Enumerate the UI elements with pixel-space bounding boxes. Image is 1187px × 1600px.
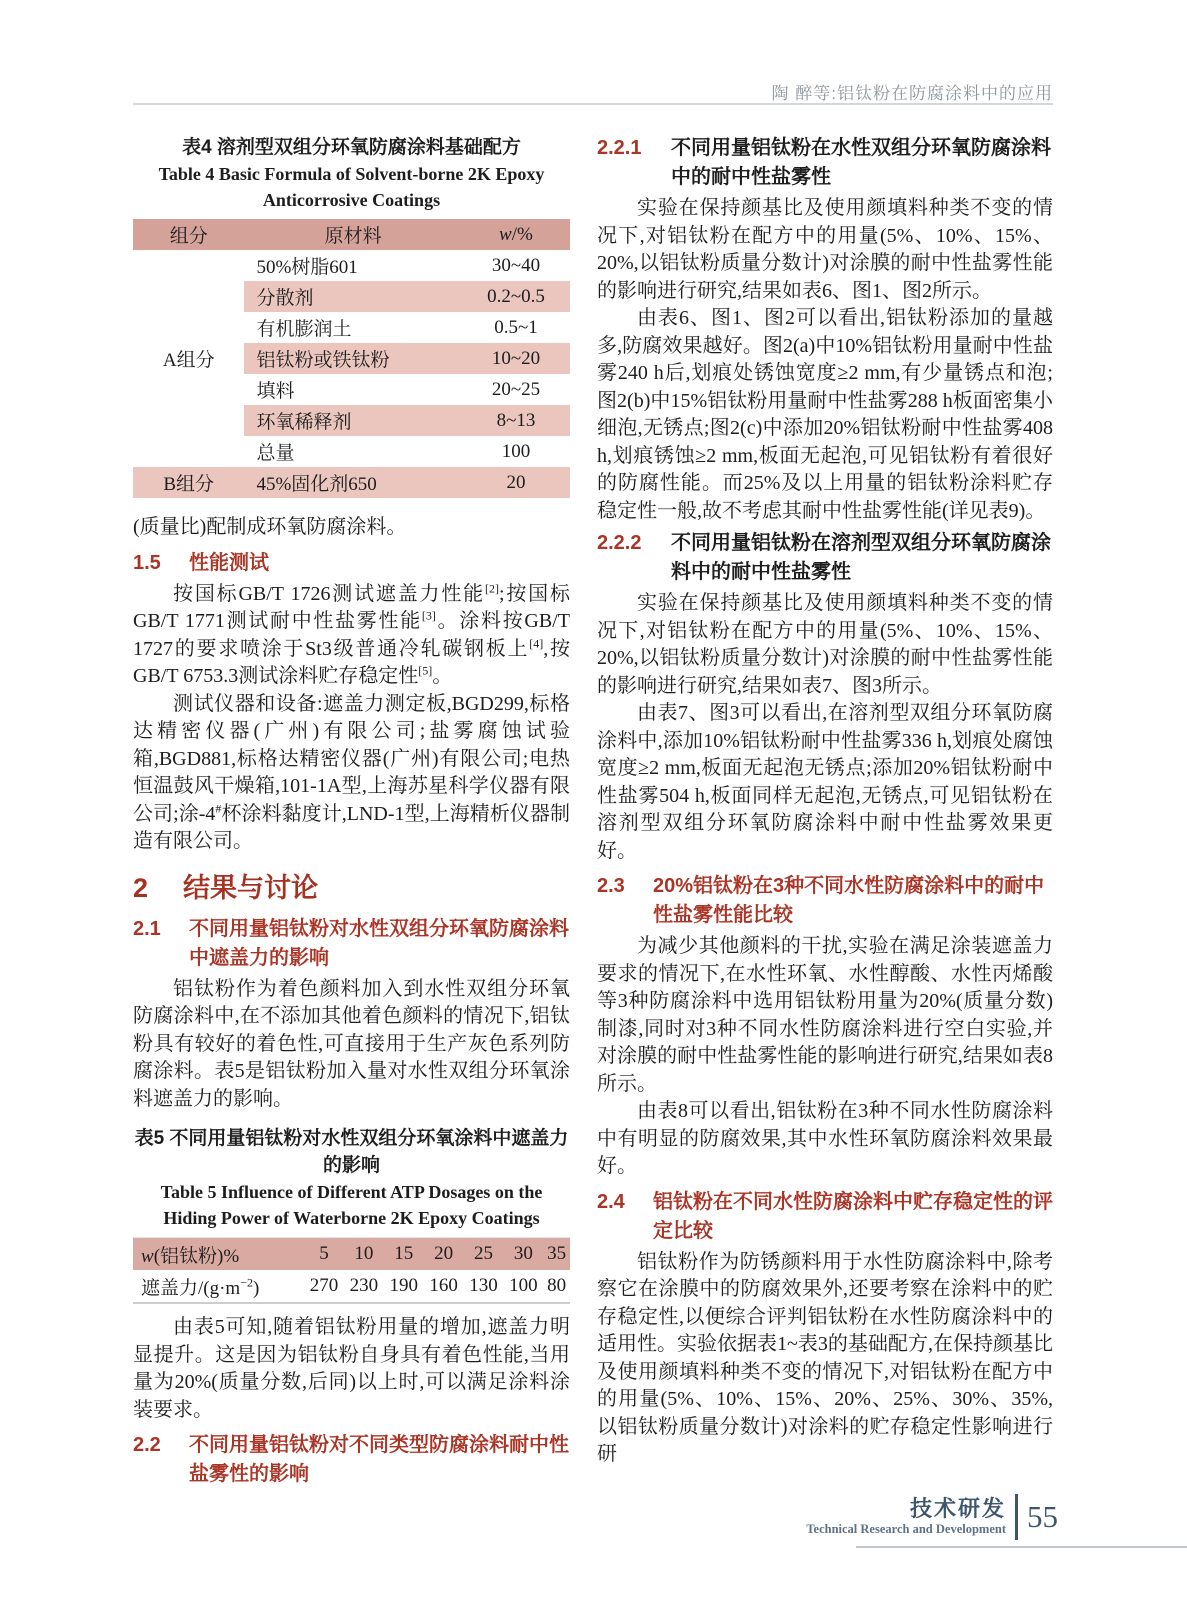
- table4-header-material: 原材料: [244, 219, 461, 250]
- table4-caption-en-line2: Anticorrosive Coatings: [262, 190, 441, 210]
- cell-material: 铝钛粉或铁钛粉: [244, 343, 461, 374]
- section-title: 铝钛粉在不同水性防腐涂料中贮存稳定性的评定比较: [653, 1190, 1053, 1242]
- paragraph-2-4: 铝钛粉作为防锈颜料用于水性防腐涂料中,除考察它在涂膜中的防腐效果外,还要考察在涂料中的贮存稳定性,以便综合评判铝钛粉在水性防腐涂料中的适用性。实验依据表1~表3的基础配方,在保持颜基比及使用颜填料种类不变的情况下,对铝钛粉在配方中的用量(5%、10%、15%、20%、25%、30%、35%,以铝钛粉质量分数计)对涂料的贮存稳定性影响进行研: [597, 1250, 1053, 1465]
- running-head-text: 陶 醉等:铝钛粉在防腐涂料中的应用: [771, 84, 1053, 103]
- table4-header-row: [133, 219, 570, 250]
- cell-value: 80: [547, 1275, 567, 1296]
- cell-w: 20: [462, 467, 570, 498]
- hash-superscript: #: [215, 800, 222, 815]
- footer-divider-bar: [1015, 1494, 1018, 1540]
- section-title: 不同用量铝钛粉对不同类型防腐涂料耐中性盐雾性的影响: [189, 1434, 569, 1485]
- table5-row1-label: [133, 1238, 304, 1271]
- content-columns: [133, 130, 1053, 1496]
- section-number: 2.4: [597, 1190, 625, 1213]
- text-segment: 。: [432, 665, 453, 687]
- cell-value: 25: [464, 1238, 504, 1271]
- cell-w: 10~20: [462, 343, 570, 374]
- text-segment: ,按GB/T 6753.3测试涂料贮存稳定性: [133, 637, 571, 687]
- cell-w: 0.2~0.5: [462, 281, 570, 312]
- table4: [133, 219, 570, 498]
- page-number: 55: [1027, 1499, 1058, 1534]
- table4-caption: [133, 134, 570, 213]
- footer-section-en: Technical Research and Development: [806, 1522, 1006, 1536]
- paragraph-mass-ratio: (质量比)配制成环氧防腐涂料。: [133, 516, 407, 538]
- section-title: 结果与讨论: [183, 872, 318, 903]
- reference-superscript: [2]: [484, 580, 499, 595]
- cell-value: 10: [344, 1238, 384, 1271]
- section-2-3-heading: [597, 872, 1053, 930]
- w-unit: /%: [511, 223, 533, 245]
- cell-w: 30~40: [491, 254, 541, 276]
- section-2-1-heading: [133, 915, 570, 973]
- w-symbol: w: [499, 223, 512, 245]
- section-title: 不同用量铝钛粉在水性双组分环氧防腐涂料中的耐中性盐雾性: [671, 137, 1051, 188]
- table4-header-component: 组分: [133, 219, 244, 250]
- cell-value: 20: [424, 1238, 464, 1271]
- page-footer: [806, 1494, 1058, 1540]
- section-2-2-1-heading: [597, 134, 1053, 192]
- table5: [133, 1237, 570, 1304]
- paragraph-2-2-2-a: 实验在保持颜基比及使用颜填料种类不变的情况下,对铝钛粉在配方中的用量(5%、10%、15%、20%,以铝钛粉质量分数计)对涂膜的耐中性盐雾性能的影响进行研究,结果如表7、图3所示。: [597, 592, 1053, 697]
- paragraph-2-2-1-a: 实验在保持颜基比及使用颜填料种类不变的情况下,对铝钛粉在配方中的用量(5%、10%、15%、20%,以铝钛粉质量分数计)对涂膜的耐中性盐雾性能的影响进行研究,结果如表6、图1、图2所示。: [597, 197, 1053, 302]
- text-segment: 杯涂料黏度计,LND-1型,上海精析仪器制造有限公司。: [133, 802, 570, 852]
- cell-value: 30: [503, 1238, 543, 1271]
- text-segment: ;按国标GB/T 1771测试耐中性盐雾性能: [133, 582, 570, 632]
- section-number: 2.1: [133, 917, 161, 940]
- section-number: 2.2: [133, 1434, 161, 1456]
- label-text: 遮盖力/(g·m: [141, 1277, 241, 1299]
- table5-caption-en: Table 5 Influence of Different ATP Dosages on the Hiding Power of Waterborne 2K Epoxy Coatings: [160, 1182, 543, 1228]
- left-column: [133, 130, 570, 1496]
- text-segment: 按国标GB/T 1726测试遮盖力性能: [173, 582, 485, 605]
- section-number: 1.5: [133, 551, 161, 574]
- reference-superscript: [5]: [418, 663, 433, 678]
- paragraph-instruments: [133, 691, 570, 856]
- reference-superscript: [4]: [529, 635, 544, 650]
- cell-value: 100: [509, 1275, 538, 1296]
- cell-material: 填料: [256, 381, 295, 402]
- cell-value: 5: [304, 1238, 344, 1271]
- table-row: [133, 1238, 570, 1271]
- table4-group-b-cell: B组分: [133, 467, 244, 498]
- cell-value: 130: [469, 1275, 498, 1296]
- table5-caption: [133, 1125, 570, 1231]
- section-number: 2.2.1: [597, 137, 642, 159]
- reference-superscript: [3]: [421, 608, 436, 623]
- section-title: 性能测试: [189, 551, 269, 574]
- cell-material: 45%固化剂650: [244, 467, 461, 498]
- table-row: [133, 250, 570, 281]
- text-segment: 。涂料按GB/T 1727的要求喷涂于St3级普通冷轧碳钢板上: [133, 610, 570, 660]
- section-2-2-heading: [133, 1431, 570, 1489]
- header-rule: [133, 103, 1053, 105]
- table-row: [133, 1270, 570, 1303]
- paragraph-performance-test: [133, 581, 570, 691]
- table5-row2-label: [133, 1270, 304, 1303]
- section-number: 2.2.2: [597, 532, 642, 554]
- label-text: (铝钛粉)%: [153, 1245, 240, 1267]
- cell-value: 35: [543, 1238, 570, 1271]
- cell-material: 50%树脂601: [256, 257, 358, 278]
- cell-value: 15: [384, 1238, 424, 1271]
- paragraph-2-3-b: 由表8可以看出,铝钛粉在3种不同水性防腐涂料中有明显的防腐效果,其中水性环氧防腐涂料效果最好。: [597, 1100, 1053, 1177]
- cell-material: 有机膨润土: [256, 319, 352, 340]
- w-symbol: w: [141, 1245, 154, 1267]
- footer-section-labels: [806, 1496, 1006, 1538]
- section-title: 不同用量铝钛粉对水性双组分环氧防腐涂料中遮盖力的影响: [189, 917, 569, 969]
- label-text: ): [253, 1277, 260, 1299]
- table4-caption-cn: 表4 溶剂型双组分环氧防腐涂料基础配方: [182, 137, 521, 158]
- footer-rule: [856, 1546, 1187, 1548]
- table4-caption-en-line1: Table 4 Basic Formula of Solvent-borne 2K Epoxy: [158, 164, 545, 184]
- paragraph-2-3-a: 为减少其他颜料的干扰,实验在满足涂装遮盖力要求的情况下,在水性环氧、水性醇酸、水性丙烯酸等3种防腐涂料中选用铝钛粉用量为20%(质量分数)制漆,同时对3种不同水性防腐涂料进行空白实验,并对涂膜的耐中性盐雾性能的影响进行研究,结果如表8所示。: [597, 935, 1053, 1095]
- section-number: 2: [133, 872, 149, 903]
- cell-material: 分散剂: [244, 281, 461, 312]
- table-row: [133, 467, 570, 498]
- paragraph-2-2-2-b: 由表7、图3可以看出,在溶剂型双组分环氧防腐涂料中,添加10%铝钛粉耐中性盐雾336 h,划痕处腐蚀宽度≥2 mm,板面无起泡无锈点;添加20%铝钛粉耐中性盐雾504 h,板面同样无起泡,无锈点,可见铝钛粉在溶剂型双组分环氧防腐涂料中耐中性盐雾效果更好。: [597, 702, 1053, 862]
- cell-w: 20~25: [491, 378, 541, 400]
- paragraph-table5-discussion: 由表5可知,随着铝钛粉用量的增加,遮盖力明显提升。这是因为铝钛粉自身具有着色性能,当用量为20%(质量分数,后同)以上时,可以满足涂料涂装要求。: [133, 1316, 570, 1421]
- section-1-5-heading: [133, 549, 570, 578]
- table4-group-a-cell: A组分: [162, 350, 215, 371]
- cell-w: 8~13: [462, 405, 570, 436]
- paragraph-2-2-1-b: 由表6、图1、图2可以看出,铝钛粉添加的量越多,防腐效果越好。图2(a)中10%铝钛粉用量耐中性盐雾240 h后,划痕处锈蚀宽度≥2 mm,有少量锈点和泡;图2(b)中15%铝钛粉用量耐中性盐雾288 h板面密集小细泡,无锈点;图2(c)中添加20%铝钛粉耐中性盐雾408 h,划痕锈蚀≥2 mm,板面无起泡,可见铝钛粉有着很好的防腐性能。而25%及以上用量的铝钛粉涂料贮存稳定性一般,故不考虑其耐中性盐雾性能(详见表9)。: [597, 307, 1053, 522]
- cell-value: 230: [349, 1275, 379, 1296]
- paragraph-2-1: 铝钛粉作为着色颜料加入到水性双组分环氧防腐涂料中,在不添加其他着色颜料的情况下,铝钛粉具有较好的着色性,可直接用于生产灰色系列防腐涂料。表5是铝钛粉加入量对水性双组分环氧涂料遮盖力的影响。: [133, 977, 570, 1110]
- section-number: 2.3: [597, 875, 625, 897]
- cell-material: 环氧稀释剂: [244, 405, 461, 436]
- table5-caption-cn: 表5 不同用量铝钛粉对水性双组分环氧涂料中遮盖力的影响: [134, 1128, 569, 1176]
- footer-section-cn: 技术研发: [909, 1496, 1006, 1521]
- cell-w: 100: [501, 440, 531, 462]
- exponent-superscript: −2: [240, 1275, 253, 1290]
- section-2-4-heading: [597, 1188, 1053, 1246]
- section-title: 20%铝钛粉在3种不同水性防腐涂料中的耐中性盐雾性能比较: [653, 875, 1045, 926]
- text-segment: 测试仪器和设备:遮盖力测定板,BGD299,标格达精密仪器(广州)有限公司;盐雾腐蚀试验箱,BGD881,标格达精密仪器(广州)有限公司;电热恒温鼓风干燥箱,101-1A型,上海苏星科学仪器有限公司;涂-4: [133, 692, 570, 825]
- cell-value: 190: [389, 1275, 418, 1296]
- cell-material: 总量: [256, 443, 295, 464]
- cell-w: 0.5~1: [494, 316, 538, 338]
- section-2-heading: [133, 868, 570, 908]
- right-column: [597, 130, 1053, 1496]
- running-head: [772, 79, 1053, 104]
- table4-header-w: [462, 219, 570, 250]
- section-2-2-2-heading: [597, 529, 1053, 587]
- cell-value: 160: [429, 1275, 458, 1296]
- cell-value: 270: [309, 1275, 339, 1296]
- section-title: 不同用量铝钛粉在溶剂型双组分环氧防腐涂料中的耐中性盐雾性: [671, 532, 1051, 583]
